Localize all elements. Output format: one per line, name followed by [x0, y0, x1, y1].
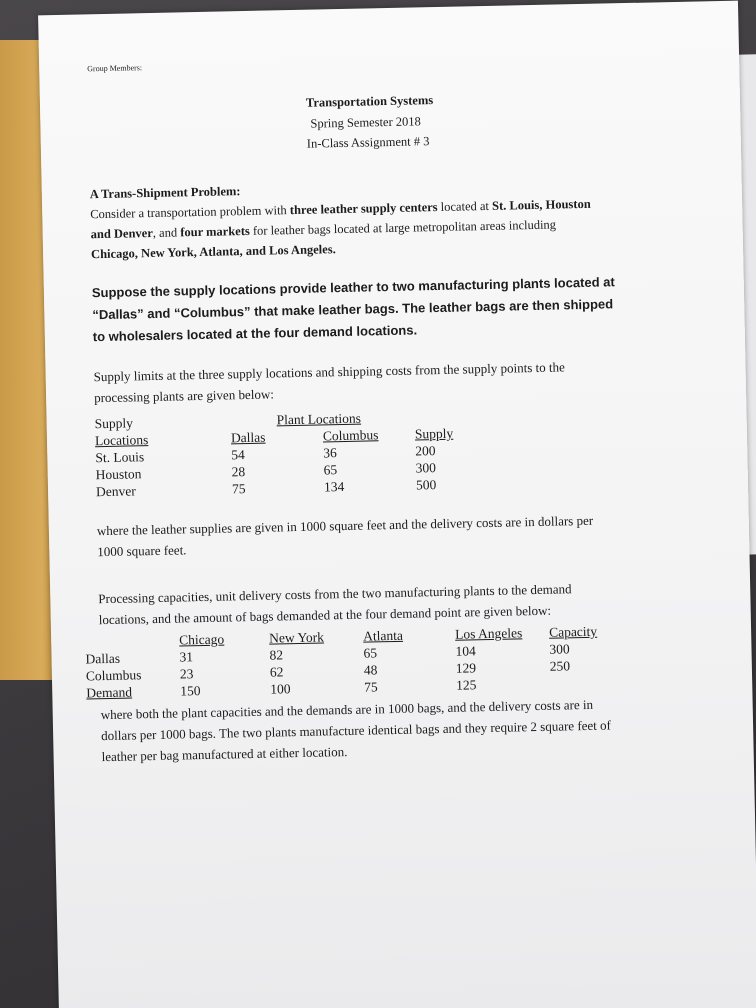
table-cell: 129 [455, 660, 477, 676]
row-label: St. Louis [95, 449, 145, 466]
column-header-atlanta: Atlanta [362, 627, 404, 644]
table-cell: 65 [363, 645, 378, 661]
supply-intro-line: processing plants are given below: [93, 386, 275, 406]
intro-emphasis: Chicago, New York, Atlanta, and Los Angeles. [90, 242, 336, 262]
column-header-new-york: New York [269, 629, 325, 646]
intro-emphasis: St. Louis, Houston [491, 196, 591, 213]
intro-paragraph [90, 172, 682, 264]
processing-intro-line: Processing capacities, unit delivery costs from the two manufacturing plants to the demand [98, 581, 572, 607]
plant-locations-header: Plant Locations [276, 410, 362, 428]
semester-label: Spring Semester 2018 [310, 114, 421, 131]
column-header-chicago: Chicago [179, 631, 225, 648]
bold-paragraph [92, 270, 683, 348]
course-title: Transportation Systems [305, 93, 434, 110]
supply-note-line: where the leather supplies are given in 1000 square feet and the delivery costs are in dollars per [96, 512, 594, 539]
table-cell: 75 [364, 679, 378, 695]
table-cell: 200 [415, 443, 436, 459]
supply-note [97, 508, 688, 562]
assignment-sheet [38, 1, 756, 1008]
table-cell: 36 [323, 445, 337, 461]
intro-emphasis: three leather supply centers [289, 200, 438, 218]
supply-corner-label: Locations [94, 432, 149, 449]
table-cell: 28 [231, 464, 246, 480]
table-cell: 300 [415, 460, 437, 476]
problem-heading: A Trans-Shipment Problem: [89, 184, 241, 202]
processing-intro-line: locations, and the amount of bags demanded at the four demand point are given below: [98, 602, 552, 628]
closing-paragraph [101, 692, 702, 768]
supply-intro [93, 354, 684, 408]
column-header-capacity: Capacity [548, 623, 598, 640]
row-label: Denver [95, 483, 136, 500]
closing-line: dollars per 1000 bags. The two plants manufacture identical bags and they require 2 square feet of [101, 717, 612, 744]
supply-corner-label: Supply [94, 415, 134, 432]
closing-line: where both the plant capacities and the demands are in 1000 bags, and the delivery costs are in [100, 696, 594, 723]
table-cell: 125 [456, 677, 477, 693]
intro-text: for leather bags located at large metropolitan areas including [249, 217, 557, 238]
table-cell: 250 [549, 658, 571, 674]
row-label: Columbus [85, 667, 142, 684]
intro-text: located at [437, 198, 493, 215]
table-cell: 500 [415, 477, 437, 493]
table-cell: 54 [231, 447, 245, 463]
table-cell: 75 [231, 481, 246, 497]
closing-line: leather per bag manufactured at either location. [101, 744, 348, 765]
column-header-dallas: Dallas [230, 429, 266, 446]
assignment-label: In-Class Assignment # 3 [306, 134, 430, 151]
table-cell: 48 [363, 662, 378, 678]
bold-paragraph-line: to wholesalers located at the four demand locations. [92, 322, 418, 345]
table-cell: 82 [269, 647, 284, 663]
bold-paragraph-line: Suppose the supply locations provide leather to two manufacturing plants located at [91, 274, 615, 301]
row-label: Houston [95, 466, 142, 483]
table-cell: 300 [549, 641, 570, 657]
table-cell: 100 [270, 681, 291, 697]
processing-intro [98, 576, 689, 630]
table-cell: 31 [179, 649, 194, 665]
group-members-label: Group Members: [87, 63, 143, 74]
row-label: Dallas [85, 650, 121, 667]
intro-emphasis: and Denver [90, 225, 153, 242]
column-header-supply: Supply [414, 425, 454, 442]
table-cell: 150 [180, 683, 201, 699]
table-cell: 65 [323, 462, 338, 478]
row-label: Demand [86, 684, 133, 701]
column-header-los-angeles: Los Angeles [454, 625, 523, 642]
bold-paragraph-line: “Dallas” and “Columbus” that make leather bags. The leather bags are then shipped [92, 296, 614, 323]
supply-note-line: 1000 square feet. [97, 542, 187, 560]
table-cell: 23 [179, 666, 194, 682]
table-cell: 134 [323, 479, 345, 495]
supply-intro-line: Supply limits at the three supply locations and shipping costs from the supply points to the [93, 359, 565, 385]
intro-text: Consider a transportation problem with [90, 203, 290, 222]
table-cell: 104 [455, 643, 476, 659]
column-header-columbus: Columbus [322, 427, 379, 444]
intro-emphasis: four markets [180, 223, 250, 240]
intro-text: , and [152, 225, 181, 240]
table-cell: 62 [269, 664, 284, 680]
